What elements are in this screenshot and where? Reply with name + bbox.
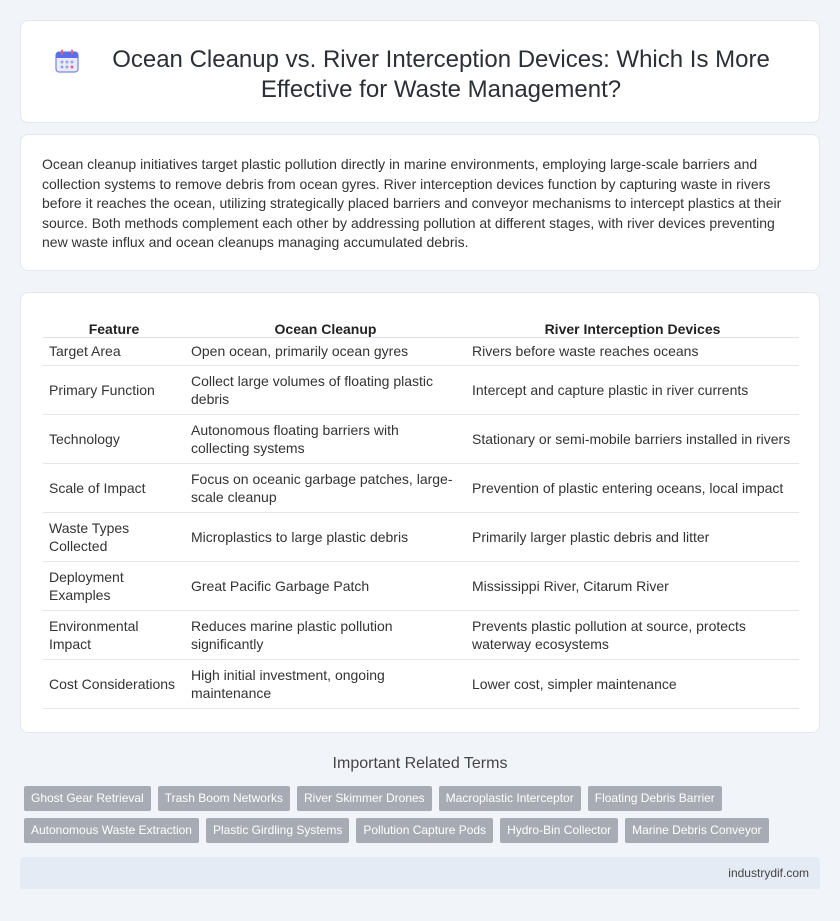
tag-marine-debris-conveyor[interactable]: Marine Debris Conveyor [625,818,768,843]
comparison-card [20,292,820,733]
table-row [43,365,799,414]
table-row [43,561,799,610]
footer [20,857,820,889]
title-card [20,20,820,123]
table-cell-ocean: Microplastics to large plastic debris [185,512,466,561]
table-cell-river: Lower cost, simpler maintenance [466,659,799,708]
table-cell-river: Primarily larger plastic debris and litter [466,512,799,561]
table-cell-feature: Target Area [43,337,185,365]
table-cell-ocean: Open ocean, primarily ocean gyres [185,337,466,365]
tag-floating-debris-barrier[interactable]: Floating Debris Barrier [588,786,722,811]
table-cell-feature: Cost Considerations [43,659,185,708]
table-cell-ocean: Great Pacific Garbage Patch [185,561,466,610]
table-cell-ocean: Reduces marine plastic pollution significantly [185,610,466,659]
table-cell-river: Prevents plastic pollution at source, protects waterway ecosystems [466,610,799,659]
related-terms-row-1 [24,786,824,811]
tag-trash-boom-networks[interactable]: Trash Boom Networks [158,786,290,811]
table-row [43,512,799,561]
tag-pollution-capture-pods[interactable]: Pollution Capture Pods [356,818,493,843]
table-cell-feature: Deployment Examples [43,561,185,610]
table-cell-river: Stationary or semi-mobile barriers installed in rivers [466,414,799,463]
tag-river-skimmer-drones[interactable]: River Skimmer Drones [297,786,432,811]
table-cell-river: Mississippi River, Citarum River [466,561,799,610]
table-cell-ocean: Autonomous floating barriers with collecting systems [185,414,466,463]
tag-ghost-gear-retrieval[interactable]: Ghost Gear Retrieval [24,786,151,811]
table-row [43,610,799,659]
summary-paragraph: Ocean cleanup initiatives target plastic pollution directly in marine environments, employing large-scale barriers and collection systems to remove debris from ocean gyres. River interception devices function by capturing waste in rivers before it reaches the ocean, utilizing strategically placed barriers and conveyor mechanisms to intercept plastics at their source. Both methods complement each other by addressing pollution at different stages, with river devices preventing new waste influx and ocean cleanups managing accumulated debris. [42,156,782,251]
related-terms-title: Important Related Terms [332,755,508,772]
calendar-icon [54,48,80,74]
table-cell-feature: Waste Types Collected [43,512,185,561]
table-row [43,463,799,512]
related-terms-row-2 [24,818,824,843]
tag-macroplastic-interceptor[interactable]: Macroplastic Interceptor [439,786,581,811]
table-cell-feature: Environmental Impact [43,610,185,659]
page-title: Ocean Cleanup vs. River Interception Devices: Which Is More Effective for Waste Management? [112,46,770,103]
table-cell-ocean: Collect large volumes of floating plastic debris [185,365,466,414]
header-river-interception: River Interception Devices [466,316,799,337]
table-cell-feature: Technology [43,414,185,463]
table-cell-river: Intercept and capture plastic in river currents [466,365,799,414]
table-row [43,414,799,463]
header-ocean-cleanup: Ocean Cleanup [185,316,466,337]
summary-card [20,134,820,271]
table-row [43,659,799,708]
table-cell-ocean: Focus on oceanic garbage patches, large-scale cleanup [185,463,466,512]
table-header-row [43,316,799,337]
table-row [43,337,799,365]
table-cell-river: Rivers before waste reaches oceans [466,337,799,365]
table-cell-river: Prevention of plastic entering oceans, local impact [466,463,799,512]
table-cell-ocean: High initial investment, ongoing maintenance [185,659,466,708]
comparison-table [43,316,799,709]
table-cell-feature: Primary Function [43,365,185,414]
footer-site-name[interactable]: industrydif.com [728,866,809,880]
header-feature: Feature [43,316,185,337]
tag-hydro-bin-collector[interactable]: Hydro-Bin Collector [500,818,618,843]
tag-autonomous-waste-extraction[interactable]: Autonomous Waste Extraction [24,818,199,843]
tag-plastic-girdling-systems[interactable]: Plastic Girdling Systems [206,818,349,843]
table-cell-feature: Scale of Impact [43,463,185,512]
